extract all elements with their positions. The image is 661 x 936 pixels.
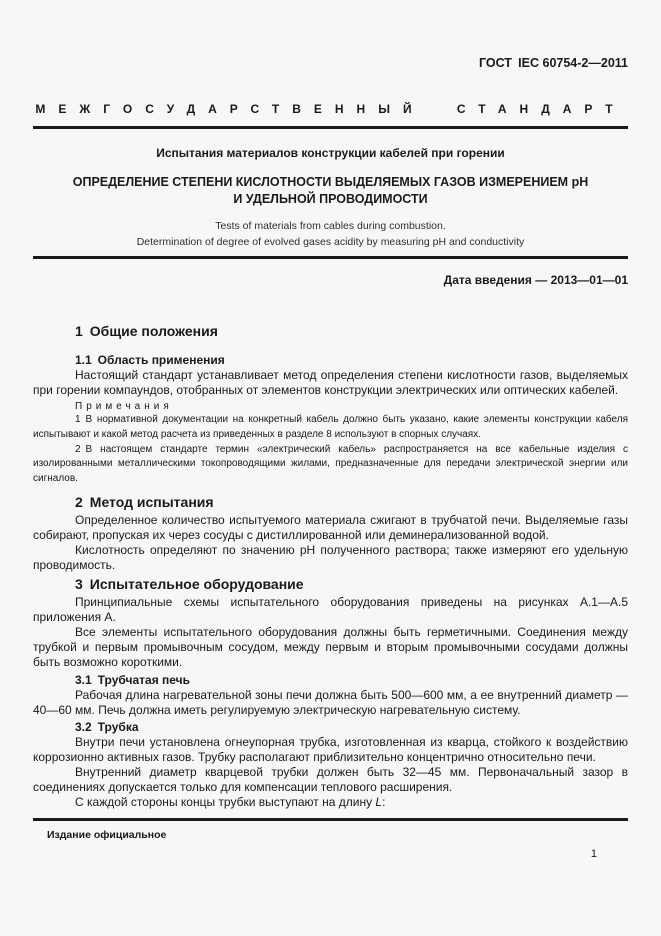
section-3-heading: 3 Испытательное оборудование bbox=[75, 575, 304, 592]
doc-code: ГОСТ IEC 60754-2—2011 bbox=[478, 56, 628, 70]
section-3-2-heading: 3.2 Трубка bbox=[75, 719, 139, 734]
tube-length-text: С каждой стороны концы трубки выступают на длину bbox=[75, 794, 376, 809]
section-1-1-paragraph: Настоящий стандарт устанавливает метод определения степени кислотности газов, выделяемых при горении компаундов, отобранных от элементов конструкции электрических или оптических кабелей. bbox=[33, 368, 628, 397]
section-3-paragraph-1: Принципиальные схемы испытательного оборудования приведены на рисунках А.1—А.5 приложения А. bbox=[33, 594, 628, 624]
notes-label: Примечания bbox=[75, 401, 173, 412]
section-3-1-heading: 3.1 Трубчатая печь bbox=[75, 672, 191, 687]
section-3-paragraph-2: Все элементы испытательного оборудования должны быть герметичными. Соединения между трубкой и первым промывочным сосудом, между первым и вторым промывочными сосудами должны быть возможно короткими. bbox=[33, 624, 628, 669]
section-2-heading: 2 Метод испытания bbox=[75, 493, 214, 510]
mid-divider-rule bbox=[33, 256, 628, 259]
section-3-2-paragraph-3 bbox=[33, 795, 628, 810]
note-2: 2 В настоящем стандарте термин «электрический кабель» распространяется на все кабельные изделия с изолированными металлическими токопроводящими жилами, предназначенные для передачи электрической энергии или сигналов. bbox=[33, 443, 628, 485]
section-3-2-paragraph-1: Внутри печи установлена огнеупорная трубка, изготовленная из кварца, стойкого к воздействию коррозионно активных газов. Трубку располагают приблизительно концентрично относительно печи. bbox=[33, 734, 628, 764]
edition-label: Издание официальное bbox=[47, 829, 167, 841]
main-title-line2: И УДЕЛЬНОЙ ПРОВОДИМОСТИ bbox=[233, 191, 428, 206]
footer-divider-rule bbox=[33, 818, 628, 821]
effective-date: Дата введения — 2013—01—01 bbox=[443, 273, 628, 287]
page-number: 1 bbox=[590, 848, 597, 860]
english-title-line1: Tests of materials from cables during combustion. bbox=[215, 220, 446, 232]
top-divider-rule bbox=[33, 126, 628, 129]
section-1-heading: 1 Общие положения bbox=[75, 323, 218, 339]
note-1: 1 В нормативной документации на конкретный кабель должно быть указано, какие элементы конструкции кабеля испытывают и какой метод расчета из приведенных в разделе 8 используют в спорных случаях. bbox=[33, 414, 628, 440]
section-3-2-paragraph-2: Внутренний диаметр кварцевой трубки должен быть 32—45 мм. Первоначальный зазор в соединениях допускается только для компенсации теплового расширения. bbox=[33, 764, 628, 794]
section-2-paragraph-1: Определенное количество испытуемого материала сжигают в трубчатой печи. Выделяемые газы собирают, пропуская их через сосуды с дистиллированной или деминерализованной водой. bbox=[33, 512, 628, 542]
tube-length-colon: : bbox=[382, 794, 386, 809]
english-title-line2: Determination of degree of evolved gases acidity by measuring pH and conductivity bbox=[136, 236, 525, 248]
section-2-paragraph-2: Кислотность определяют по значению pH полученного раствора; также измеряют его удельную проводимость. bbox=[33, 542, 628, 572]
subject-title: Испытания материалов конструкции кабелей при горении bbox=[156, 146, 505, 160]
main-title-line1: ОПРЕДЕЛЕНИЕ СТЕПЕНИ КИСЛОТНОСТИ ВЫДЕЛЯЕМЫХ ГАЗОВ ИЗМЕРЕНИЕМ pH bbox=[72, 175, 589, 189]
tube-length-variable: L bbox=[375, 794, 383, 809]
standard-type-title: МЕЖГОСУДАРСТВЕННЫЙ СТАНДАРТ bbox=[35, 102, 626, 116]
section-3-1-paragraph: Рабочая длина нагревательной зоны печи должна быть 500—600 мм, а ее внутренний диаметр — 40—60 мм. Печь должна иметь регулируемую электрическую нагревательную систему. bbox=[33, 687, 628, 717]
section-1-1-heading: 1.1 Область применения bbox=[75, 353, 225, 367]
